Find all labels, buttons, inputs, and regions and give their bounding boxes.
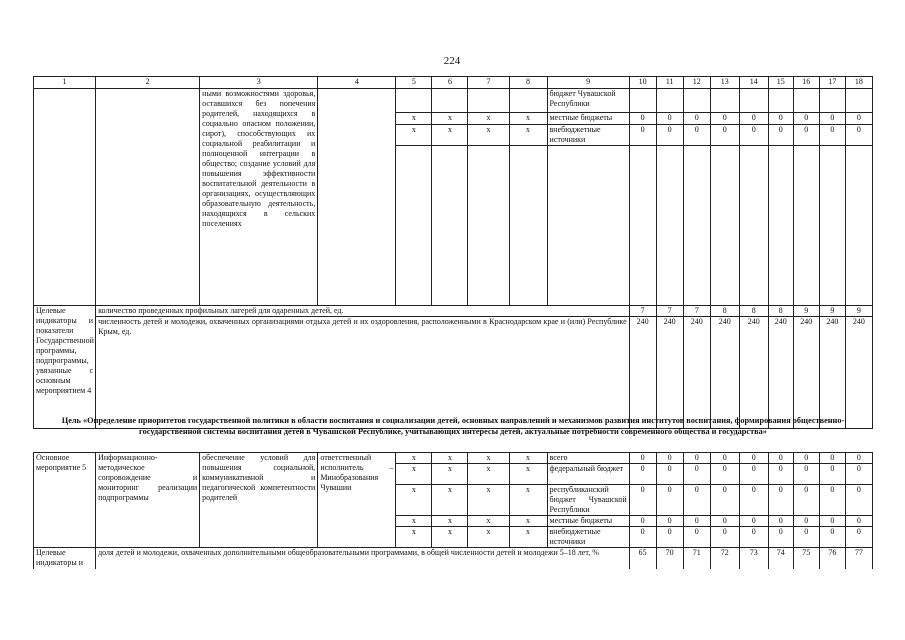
code-cell: x [432, 527, 468, 548]
indicator-value: 240 [629, 317, 656, 429]
value-cell: 0 [739, 527, 768, 548]
code-cell: x [509, 125, 547, 146]
header-cell: 2 [96, 77, 200, 89]
header-cell: 10 [629, 77, 656, 89]
indicator-row [34, 317, 873, 429]
value-cell: 0 [793, 464, 819, 485]
program-table-top [33, 76, 873, 429]
activity-name: Информационно-методическое сопровождение и мониторинг реализации подпрограммы [96, 453, 200, 548]
code-cell: x [509, 516, 547, 527]
empty-cell [629, 146, 656, 306]
funding-source: бюджет Чувашской Республики [547, 89, 629, 113]
value-cell: 0 [819, 125, 845, 146]
col4-cell [318, 89, 396, 306]
empty-cell [819, 146, 845, 306]
value-cell: 0 [710, 485, 739, 516]
value-cell: 0 [739, 113, 768, 125]
value-cell: 0 [793, 527, 819, 548]
code-cell: x [509, 453, 547, 464]
indicator-value: 240 [739, 317, 768, 429]
indicator-value: 8 [710, 306, 739, 317]
indicator-value: 70 [656, 548, 683, 569]
value-cell: 0 [683, 113, 710, 125]
indicator-value: 76 [819, 548, 845, 569]
empty-cell [793, 146, 819, 306]
value-cell: 0 [768, 516, 793, 527]
header-cell: 5 [396, 77, 432, 89]
header-cell: 1 [34, 77, 96, 89]
code-cell [396, 89, 432, 113]
indicators-label: Целевые индикаторы и [34, 548, 96, 569]
code-cell: x [509, 485, 547, 516]
empty-cell [396, 146, 432, 306]
code-cell: x [468, 464, 509, 485]
activity-description: ными возможностями здоровья, оставшихся без попечения родителей, находящихся в социально опасном положении, сирот), способствующих их социальной реабилитации и полноценной интеграции в общество; создание условий для повышения эффективности воспитательной деятельности в организациях, осуществляющих образовательную деятельность, находящихся в сельских поселениях [200, 89, 318, 306]
code-cell: x [432, 113, 468, 125]
indicator-value: 240 [683, 317, 710, 429]
value-cell: 0 [683, 485, 710, 516]
value-cell: 0 [656, 464, 683, 485]
code-cell: x [396, 125, 432, 146]
value-cell: 0 [710, 527, 739, 548]
indicator-value: 75 [793, 548, 819, 569]
code-cell: x [432, 516, 468, 527]
indicator-value: 9 [793, 306, 819, 317]
code-cell: x [509, 464, 547, 485]
value-cell [629, 89, 656, 113]
value-cell: 0 [629, 516, 656, 527]
value-cell [819, 89, 845, 113]
code-cell: x [468, 113, 509, 125]
col1-cell [34, 89, 96, 306]
code-cell: x [468, 453, 509, 464]
funding-source: местные бюджеты [547, 113, 629, 125]
value-cell [793, 89, 819, 113]
header-cell: 15 [768, 77, 793, 89]
value-cell: 0 [845, 527, 872, 548]
value-cell: 0 [819, 453, 845, 464]
empty-cell [683, 146, 710, 306]
indicator-value: 8 [768, 306, 793, 317]
funding-source: внебюджетные источники [547, 527, 629, 548]
table-row [34, 89, 873, 113]
indicator-text: доля детей и молодежи, охваченных дополнительными общеобразовательными программами, в общей численности детей и молодежи 5–18 лет, % [96, 548, 630, 569]
value-cell [768, 89, 793, 113]
code-cell: x [468, 527, 509, 548]
indicator-value: 240 [845, 317, 872, 429]
header-cell: 13 [710, 77, 739, 89]
value-cell: 0 [819, 527, 845, 548]
indicators-label: Целевые индикаторы и показатели Государственной программы, подпрограммы, увязанные с основным мероприятием 4 [34, 306, 96, 429]
code-cell: x [396, 464, 432, 485]
header-cell: 18 [845, 77, 872, 89]
indicator-value: 9 [819, 306, 845, 317]
indicator-value: 240 [793, 317, 819, 429]
code-cell: x [396, 527, 432, 548]
header-cell: 3 [200, 77, 318, 89]
value-cell: 0 [629, 453, 656, 464]
code-cell [432, 89, 468, 113]
value-cell: 0 [739, 453, 768, 464]
indicator-value: 9 [845, 306, 872, 317]
value-cell: 0 [629, 125, 656, 146]
value-cell: 0 [710, 453, 739, 464]
value-cell: 0 [845, 485, 872, 516]
value-cell: 0 [710, 113, 739, 125]
empty-cell [845, 146, 872, 306]
value-cell: 0 [845, 516, 872, 527]
value-cell: 0 [793, 516, 819, 527]
value-cell [656, 89, 683, 113]
header-cell: 16 [793, 77, 819, 89]
code-cell [509, 89, 547, 113]
value-cell: 0 [683, 125, 710, 146]
header-cell: 12 [683, 77, 710, 89]
code-cell: x [509, 113, 547, 125]
indicator-row [34, 548, 873, 569]
value-cell: 0 [768, 453, 793, 464]
value-cell: 0 [819, 113, 845, 125]
value-cell: 0 [793, 485, 819, 516]
funding-source: внебюджетные источники [547, 125, 629, 146]
table-row [34, 453, 873, 464]
value-cell [845, 89, 872, 113]
value-cell: 0 [845, 125, 872, 146]
indicator-text: количество проведенных профильных лагерей для одаренных детей, ед. [96, 306, 630, 317]
value-cell: 0 [793, 453, 819, 464]
value-cell: 0 [768, 113, 793, 125]
value-cell: 0 [739, 516, 768, 527]
indicator-value: 240 [656, 317, 683, 429]
value-cell [739, 89, 768, 113]
indicator-value: 71 [683, 548, 710, 569]
code-cell: x [396, 453, 432, 464]
value-cell: 0 [845, 453, 872, 464]
header-cell: 6 [432, 77, 468, 89]
page-number: 224 [443, 55, 461, 67]
code-cell: x [468, 125, 509, 146]
program-table-bottom [33, 452, 873, 569]
empty-cell [509, 146, 547, 306]
code-cell: x [432, 453, 468, 464]
value-cell: 0 [793, 113, 819, 125]
value-cell: 0 [793, 125, 819, 146]
responsible-executor: ответственный исполнитель – Минобразования Чувашии [318, 453, 396, 548]
value-cell: 0 [629, 464, 656, 485]
funding-source: местные бюджеты [547, 516, 629, 527]
activity-description: обеспечение условий для повышения социальной, коммуникативной и педагогической компетентности родителей [200, 453, 318, 548]
indicator-value: 240 [710, 317, 739, 429]
value-cell [683, 89, 710, 113]
goal-heading: Цель «Определение приоритетов государственной политики в области воспитания и социализации детей, основных направлений и механизмов развития институтов воспитания, формирования общественно-государственной системы воспитания детей в Чувашской Республике, учитывающих интересы детей, актуальные потребности современного общества и государства» [61, 416, 845, 436]
indicator-value: 240 [819, 317, 845, 429]
indicator-value: 77 [845, 548, 872, 569]
indicator-value: 7 [656, 306, 683, 317]
code-cell: x [396, 516, 432, 527]
value-cell: 0 [819, 464, 845, 485]
empty-cell [656, 146, 683, 306]
value-cell: 0 [656, 125, 683, 146]
value-cell: 0 [768, 464, 793, 485]
code-cell: x [432, 125, 468, 146]
value-cell: 0 [845, 464, 872, 485]
empty-cell [768, 146, 793, 306]
value-cell: 0 [710, 125, 739, 146]
empty-cell [432, 146, 468, 306]
value-cell: 0 [739, 464, 768, 485]
value-cell: 0 [629, 527, 656, 548]
header-cell: 17 [819, 77, 845, 89]
empty-cell [739, 146, 768, 306]
indicator-value: 72 [710, 548, 739, 569]
value-cell: 0 [739, 125, 768, 146]
value-cell: 0 [656, 113, 683, 125]
indicator-value: 74 [768, 548, 793, 569]
indicator-value: 8 [739, 306, 768, 317]
value-cell: 0 [845, 113, 872, 125]
code-cell: x [468, 485, 509, 516]
value-cell: 0 [656, 485, 683, 516]
value-cell: 0 [656, 453, 683, 464]
header-cell: 14 [739, 77, 768, 89]
value-cell: 0 [710, 464, 739, 485]
value-cell: 0 [683, 464, 710, 485]
funding-source: федеральный бюджет [547, 464, 629, 485]
indicator-text: численность детей и молодежи, охваченных организациями отдыха детей и их оздоровления, расположенными в Краснодарском крае и (или) Республике Крым, ед. [96, 317, 630, 429]
code-cell: x [468, 516, 509, 527]
header-cell: 7 [468, 77, 509, 89]
header-cell: 9 [547, 77, 629, 89]
main-activity-label: Основное мероприятие 5 [34, 453, 96, 548]
indicator-value: 7 [629, 306, 656, 317]
code-cell: x [396, 113, 432, 125]
value-cell: 0 [768, 125, 793, 146]
indicator-value: 240 [768, 317, 793, 429]
value-cell: 0 [656, 516, 683, 527]
value-cell: 0 [629, 485, 656, 516]
header-cell: 4 [318, 77, 396, 89]
col2-cell [96, 89, 200, 306]
value-cell: 0 [710, 516, 739, 527]
indicator-value: 65 [629, 548, 656, 569]
indicator-value: 7 [683, 306, 710, 317]
header-cell: 11 [656, 77, 683, 89]
value-cell: 0 [819, 485, 845, 516]
funding-source: республиканский бюджет Чувашской Республики [547, 485, 629, 516]
value-cell: 0 [656, 527, 683, 548]
code-cell: x [396, 485, 432, 516]
code-cell: x [509, 527, 547, 548]
value-cell: 0 [683, 453, 710, 464]
indicator-row [34, 306, 873, 317]
code-cell: x [432, 485, 468, 516]
code-cell: x [432, 464, 468, 485]
empty-cell [547, 146, 629, 306]
value-cell: 0 [683, 527, 710, 548]
value-cell: 0 [768, 527, 793, 548]
value-cell: 0 [819, 516, 845, 527]
funding-source: всего [547, 453, 629, 464]
value-cell: 0 [768, 485, 793, 516]
empty-cell [468, 146, 509, 306]
header-cell: 8 [509, 77, 547, 89]
value-cell: 0 [629, 113, 656, 125]
code-cell [468, 89, 509, 113]
value-cell: 0 [739, 485, 768, 516]
empty-cell [710, 146, 739, 306]
indicator-value: 73 [739, 548, 768, 569]
value-cell: 0 [683, 516, 710, 527]
header-row [34, 77, 873, 89]
value-cell [710, 89, 739, 113]
